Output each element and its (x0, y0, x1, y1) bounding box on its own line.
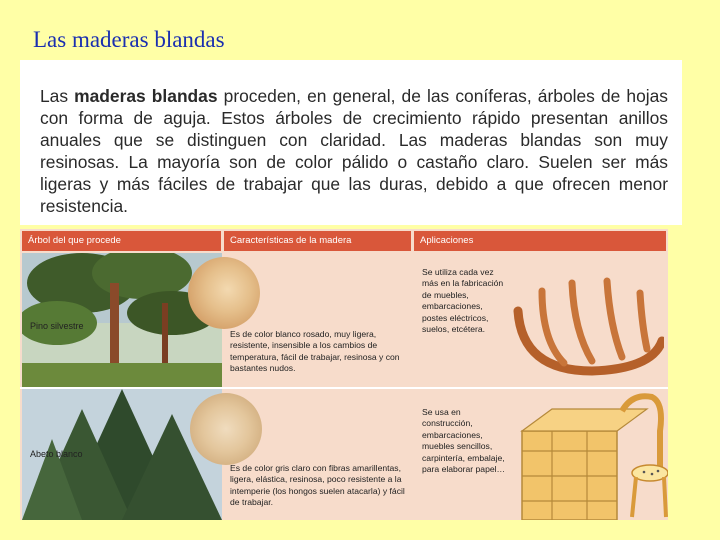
characteristics-fir: Es de color gris claro con fibras amarillentas, ligera, elástica, resinosa, poco resistente a la intemperie (los hongos suelen atacarla) y fácil de trabajar. (230, 463, 405, 508)
intro-bold-term: maderas blandas (74, 86, 218, 107)
intro-text-box (20, 60, 682, 225)
intro-lead: Las (40, 86, 75, 107)
wood-table (20, 229, 668, 520)
applications-fir: Se usa en construcción, embarcaciones, muebles sencillos, carpintería, embalaje, para elaborar papel… (422, 407, 506, 475)
crate-and-chair-illustration (512, 391, 668, 520)
table-row (20, 253, 668, 387)
slide-title: Las maderas blandas (33, 27, 225, 52)
header-applications: Aplicaciones (414, 231, 666, 251)
header-characteristics: Características de la madera (224, 231, 411, 251)
pine-wood-sample (188, 257, 260, 329)
pine-tree-photo (22, 253, 222, 387)
table-row (20, 389, 668, 520)
fir-wood-sample (190, 393, 262, 465)
curved-boat-ribs-illustration (512, 271, 664, 386)
applications-pine: Se utiliza cada vez más en la fabricación de muebles, embarcaciones, postes eléctricos, suelos, etcétera. (422, 267, 504, 335)
intro-paragraph (40, 85, 668, 217)
characteristics-pine: Es de color blanco rosado, muy ligera, resistente, insensible a los cambios de temperatura, fácil de trabajar, resinosa y con bastantes nudos. (230, 329, 400, 374)
tree-name-pine: Pino silvestre (30, 321, 84, 331)
intro-rest: proceden, en general, de las coníferas, árboles de hojas con forma de aguja. Estos árboles de crecimiento rápido presentan anillos anuales que se distinguen con claridad. Las maderas blandas son muy resinosas. La mayoría son de color pálido o castaño claro. Suelen ser más ligeras y más fáciles de trabajar que las duras, debido a que ofrecen menor resistencia. (40, 86, 668, 217)
tree-name-fir: Abeto blanco (30, 449, 83, 459)
header-tree: Árbol del que procede (22, 231, 221, 251)
